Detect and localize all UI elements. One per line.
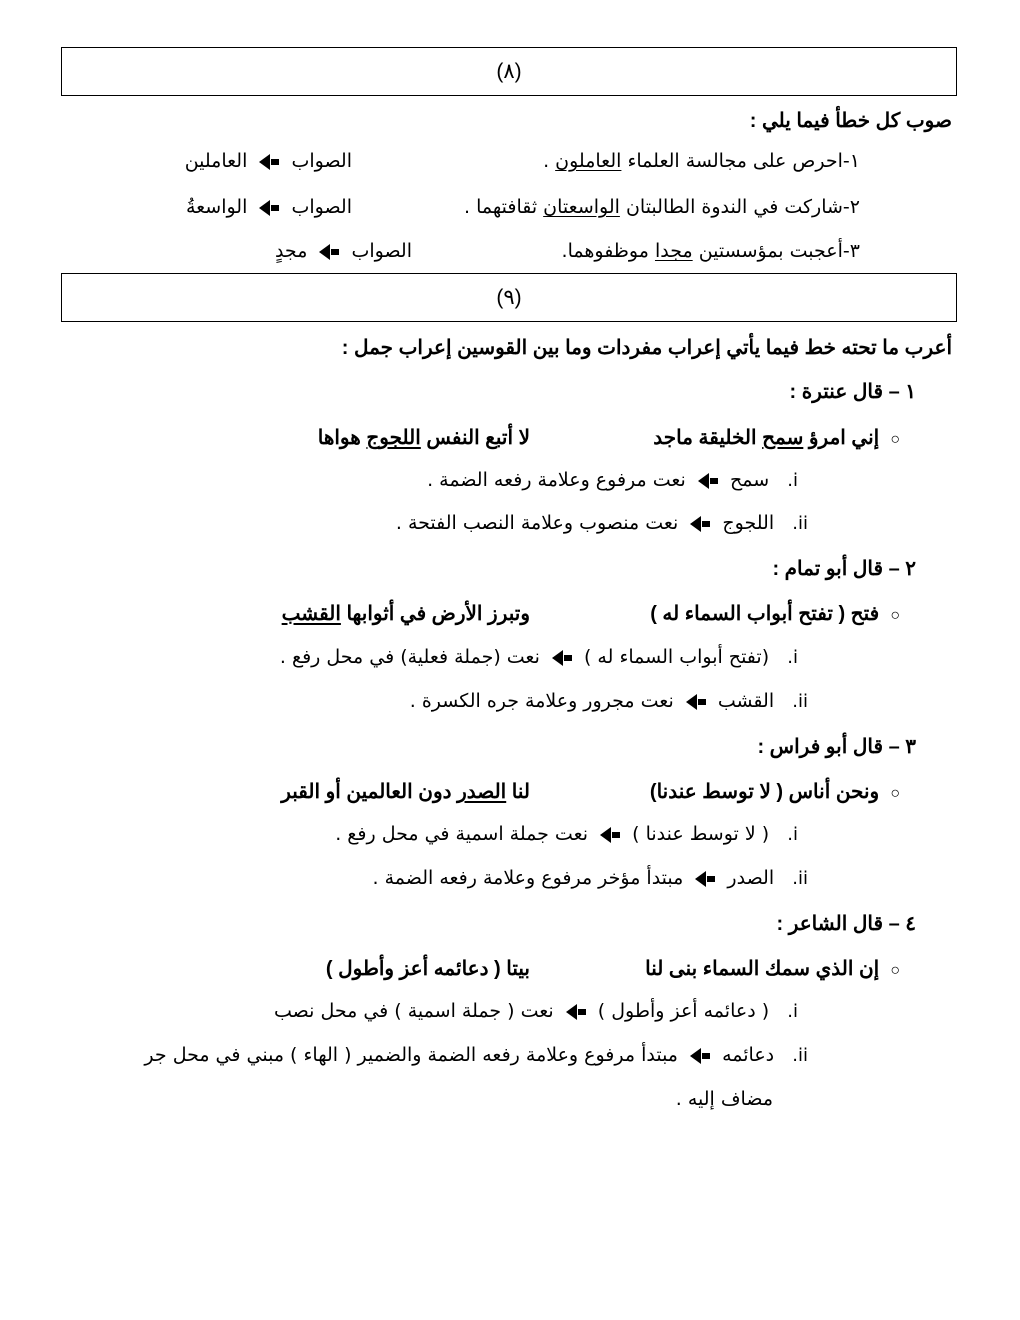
poet-heading-2: ٢ – قال أبو تمام : [772, 558, 916, 580]
answer-3-ii: ii. الصدر مبتدأ مؤخر مرفوع وعلامة رفعه الضمة . [372, 867, 808, 889]
verse-1-second-hemistich: لا أتبع النفس اللجوج هواها [317, 427, 530, 449]
bullet-circle-icon: ○ [890, 962, 900, 979]
section-9-title: أعرب ما تحته خط فيما يأتي إعراب مفردات وما بين القوسين إعراب جمل : [341, 337, 952, 359]
bullet-circle-icon: ○ [890, 607, 900, 624]
section-9-number: (٩) [496, 286, 522, 309]
arrow-left-icon [600, 827, 620, 843]
poet-heading-3: ٣ – قال أبو فراس : [757, 736, 916, 758]
correction-item-2: ٢-شاركت في الندوة الطالبتان الواسعتان ثقافتهما . [464, 196, 860, 218]
arrow-left-icon [690, 516, 710, 532]
arrow-left-icon [552, 650, 572, 666]
correction-answer-1: الصواب العاملين [184, 150, 352, 172]
arrow-left-icon [566, 1004, 586, 1020]
answer-4-i: i. ( دعائمه أعز وأطول ) نعت ( جملة اسمية ) في محل نصب [274, 1000, 798, 1022]
arrow-left-icon [698, 473, 718, 489]
arrow-left-icon [686, 694, 706, 710]
answer-4-ii-continued: مضاف إليه . [675, 1088, 773, 1110]
section-8-box [61, 47, 957, 96]
verse-3-first-hemistich: ○ ونحن أناس ( لا توسط عندنا) [649, 781, 900, 803]
arrow-left-icon [695, 871, 715, 887]
verse-4-second-hemistich: بيتا ( دعائمه أعز وأطول ) [325, 958, 530, 980]
verse-3-second-hemistich: لنا الصدر دون العالمين أو القبر [281, 781, 530, 803]
answer-4-ii: ii. دعائمه مبتدأ مرفوع وعلامة رفعه الضمة والضمير ( الهاء ) مبني في محل جر [144, 1044, 808, 1066]
arrow-left-icon [690, 1048, 710, 1064]
correction-answer-2: الصواب الواسعةُ [185, 196, 352, 218]
arrow-left-icon [259, 200, 279, 216]
error-word: العاملون [555, 150, 622, 172]
answer-3-i: i. ( لا توسط عندنا ) نعت جملة اسمية في محل رفع . [335, 823, 798, 845]
section-8-title: صوب كل خطأ فيما يلي : [749, 110, 952, 132]
verse-2-second-hemistich: وتبرز الأرض في أثوابها القشب [281, 603, 530, 625]
section-9-box [61, 273, 957, 322]
correction-item-1: ١-احرص على مجالسة العلماء العاملون . [543, 150, 860, 172]
poet-heading-4: ٤ – قال الشاعر : [776, 913, 916, 935]
error-word: مجدا [654, 240, 693, 262]
answer-1-i: i. سمح نعت مرفوع وعلامة رفعه الضمة . [427, 469, 798, 491]
arrow-left-icon [319, 244, 339, 260]
bullet-circle-icon: ○ [890, 785, 900, 802]
answer-1-ii: ii. اللجوج نعت منصوب وعلامة النصب الفتحة . [395, 512, 808, 534]
answer-2-i: i. (تفتح أبواب السماء له ) نعت (جملة فعلية) في محل رفع . [279, 646, 798, 668]
answer-2-ii: ii. القشب نعت مجرور وعلامة جره الكسرة . [409, 690, 808, 712]
verse-1-first-hemistich: ○ إني امرؤ سمح الخليقة ماجد [653, 427, 900, 449]
correction-item-3: ٣-أعجبت بمؤسستين مجدا موظفوهما. [561, 240, 860, 262]
bullet-circle-icon: ○ [890, 431, 900, 448]
correction-answer-3: الصواب مجدٍ [274, 240, 412, 262]
arrow-left-icon [259, 154, 279, 170]
section-8-number: (٨) [496, 60, 522, 83]
verse-4-first-hemistich: ○ إن الذي سمك السماء بنى لنا [645, 958, 900, 980]
verse-2-first-hemistich: ○ فتح ( تفتح أبواب السماء له ) [650, 603, 900, 625]
error-word: الواسعتان [543, 196, 620, 218]
poet-heading-1: ١ – قال عنترة : [789, 381, 916, 403]
